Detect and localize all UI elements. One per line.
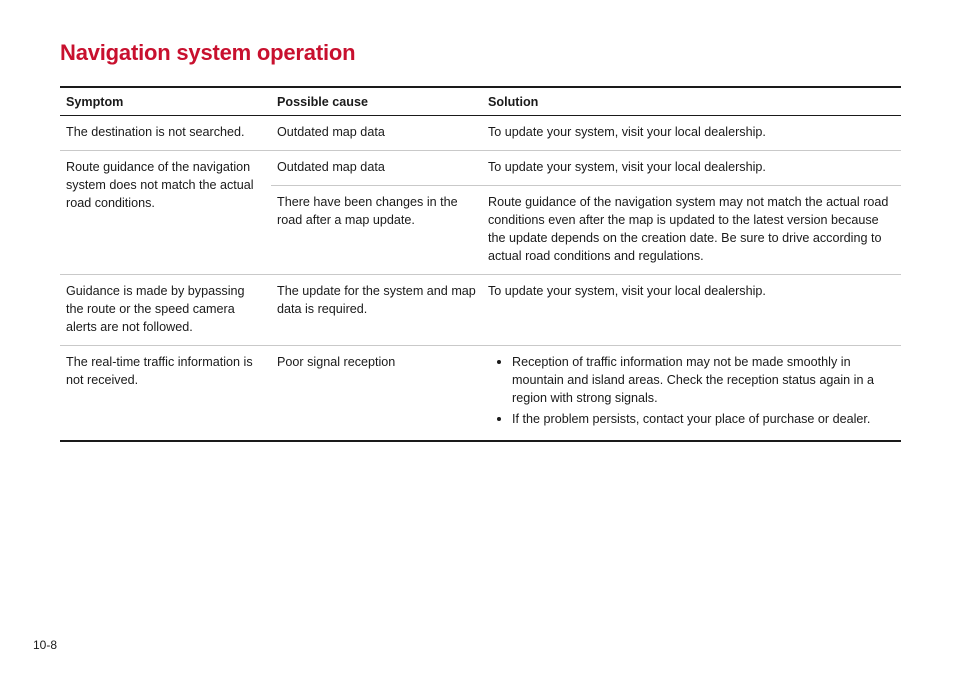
table-row bbox=[60, 346, 901, 442]
cause-cell: Outdated map data bbox=[271, 116, 482, 151]
cause-cell: There have been changes in the road after a map update. bbox=[271, 186, 482, 275]
table-row bbox=[60, 275, 901, 346]
bullet-icon bbox=[497, 360, 501, 364]
header-solution: Solution bbox=[488, 95, 539, 109]
bullet-text: If the problem persists, contact your place of purchase or dealer. bbox=[512, 412, 871, 426]
table-row bbox=[60, 151, 901, 186]
solution-cell: To update your system, visit your local dealership. bbox=[482, 275, 901, 346]
page-number: 10-8 bbox=[33, 638, 58, 652]
cause-cell: The update for the system and map data is required. bbox=[271, 275, 482, 346]
troubleshooting-table bbox=[60, 86, 901, 442]
bullet-icon bbox=[497, 417, 501, 421]
header-symptom: Symptom bbox=[66, 95, 124, 109]
cause-cell: Poor signal reception bbox=[271, 346, 482, 442]
list-item bbox=[488, 410, 895, 428]
symptom-cell: The destination is not searched. bbox=[60, 116, 271, 151]
header-possible-cause: Possible cause bbox=[277, 95, 369, 109]
symptom-cell: Route guidance of the navigation system does not match the actual road conditions. bbox=[60, 151, 271, 275]
bullet-text: Reception of traffic information may not be made smoothly in mountain and island areas. Check the reception status again in a region with strong signals. bbox=[512, 355, 874, 405]
solution-cell: To update your system, visit your local dealership. bbox=[482, 116, 901, 151]
solution-bullet-list bbox=[488, 353, 895, 428]
list-item bbox=[488, 353, 895, 407]
table-row bbox=[60, 116, 901, 151]
table-header-row bbox=[60, 87, 901, 116]
solution-cell: To update your system, visit your local dealership. bbox=[482, 151, 901, 186]
page-title: Navigation system operation bbox=[60, 40, 356, 65]
cause-cell: Outdated map data bbox=[271, 151, 482, 186]
symptom-cell: Guidance is made by bypassing the route or the speed camera alerts are not followed. bbox=[60, 275, 271, 346]
solution-cell bbox=[482, 346, 901, 442]
solution-cell: Route guidance of the navigation system may not match the actual road conditions even after the map is updated to the latest version because the update depends on the creation date. Be sure to drive according to actual road conditions and regulations. bbox=[482, 186, 901, 275]
symptom-cell: The real-time traffic information is not received. bbox=[60, 346, 271, 442]
